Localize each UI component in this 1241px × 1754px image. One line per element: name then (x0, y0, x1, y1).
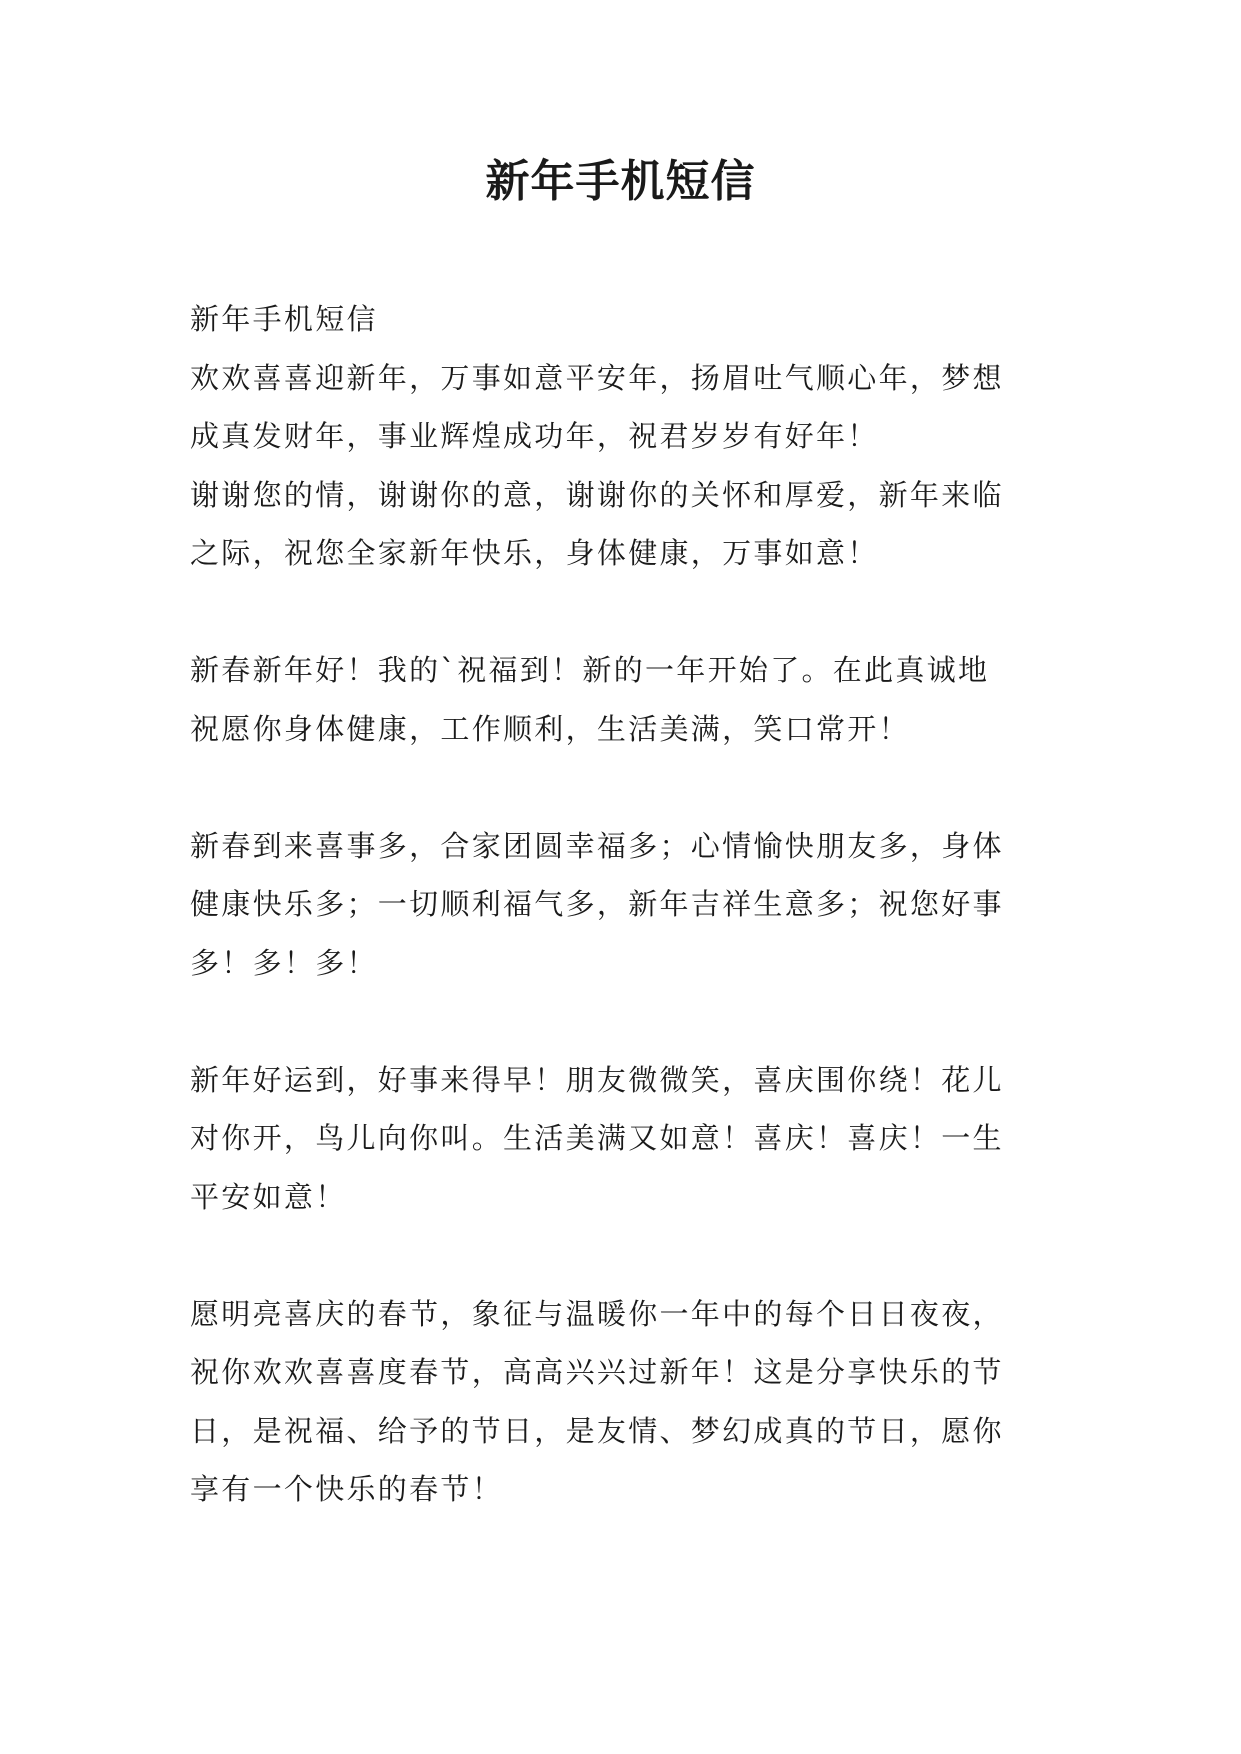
paragraph-line: 之际，祝您全家新年快乐，身体健康，万事如意！ (190, 536, 879, 570)
paragraph-line: 祝你欢欢喜喜度春节，高高兴兴过新年！这是分享快乐的节 (190, 1355, 1004, 1389)
paragraph-3 (190, 817, 1070, 993)
paragraph-line: 新春新年好！我的`祝福到！新的一年开始了。在此真诚地 (190, 653, 990, 687)
paragraph-line: 健康快乐多；一切顺利福气多，新年吉祥生意多；祝您好事 (190, 887, 1004, 921)
paragraph-5 (190, 1285, 1070, 1519)
document-body (190, 290, 1070, 1519)
paragraph-line: 新年好运到，好事来得早！朋友微微笑，喜庆围你绕！花儿 (190, 1062, 1004, 1097)
paragraph-2 (190, 641, 1070, 758)
paragraph-line: 享有一个快乐的春节！ (190, 1472, 504, 1506)
paragraph-line: 平安如意！ (190, 1179, 347, 1214)
paragraph-spacer (190, 758, 1070, 817)
document-title: 新年手机短信 (485, 156, 756, 207)
paragraph-line: 对你开，鸟儿向你叫。生活美满又如意！喜庆！喜庆！一生 (190, 1121, 1004, 1155)
paragraph-line: 祝愿你身体健康，工作顺利，生活美满，笑口常开！ (190, 711, 910, 746)
paragraph-line: 谢谢您的情，谢谢你的意，谢谢你的关怀和厚爱，新年来临 (190, 477, 1004, 512)
paragraph-line: 多！多！多！ (190, 945, 378, 980)
paragraph-1 (190, 349, 1070, 583)
paragraph-spacer (190, 583, 1070, 642)
paragraph-4 (190, 1051, 1070, 1227)
paragraph-line: 欢欢喜喜迎新年，万事如意平安年，扬眉吐气顺心年，梦想 (190, 360, 1004, 395)
paragraph-spacer (190, 992, 1070, 1051)
paragraph-line: 新春到来喜事多，合家团圆幸福多；心情愉快朋友多，身体 (190, 828, 1004, 863)
paragraph-line: 愿明亮喜庆的春节，象征与温暖你一年中的每个日日夜夜， (190, 1296, 1004, 1331)
paragraph-spacer (190, 1226, 1070, 1285)
document-subtitle: 新年手机短信 (190, 302, 378, 336)
paragraph-line: 日，是祝福、给予的节日，是友情、梦幻成真的节日，愿你 (190, 1413, 1004, 1448)
paragraph-line: 成真发财年，事业辉煌成功年，祝君岁岁有好年！ (190, 419, 879, 453)
